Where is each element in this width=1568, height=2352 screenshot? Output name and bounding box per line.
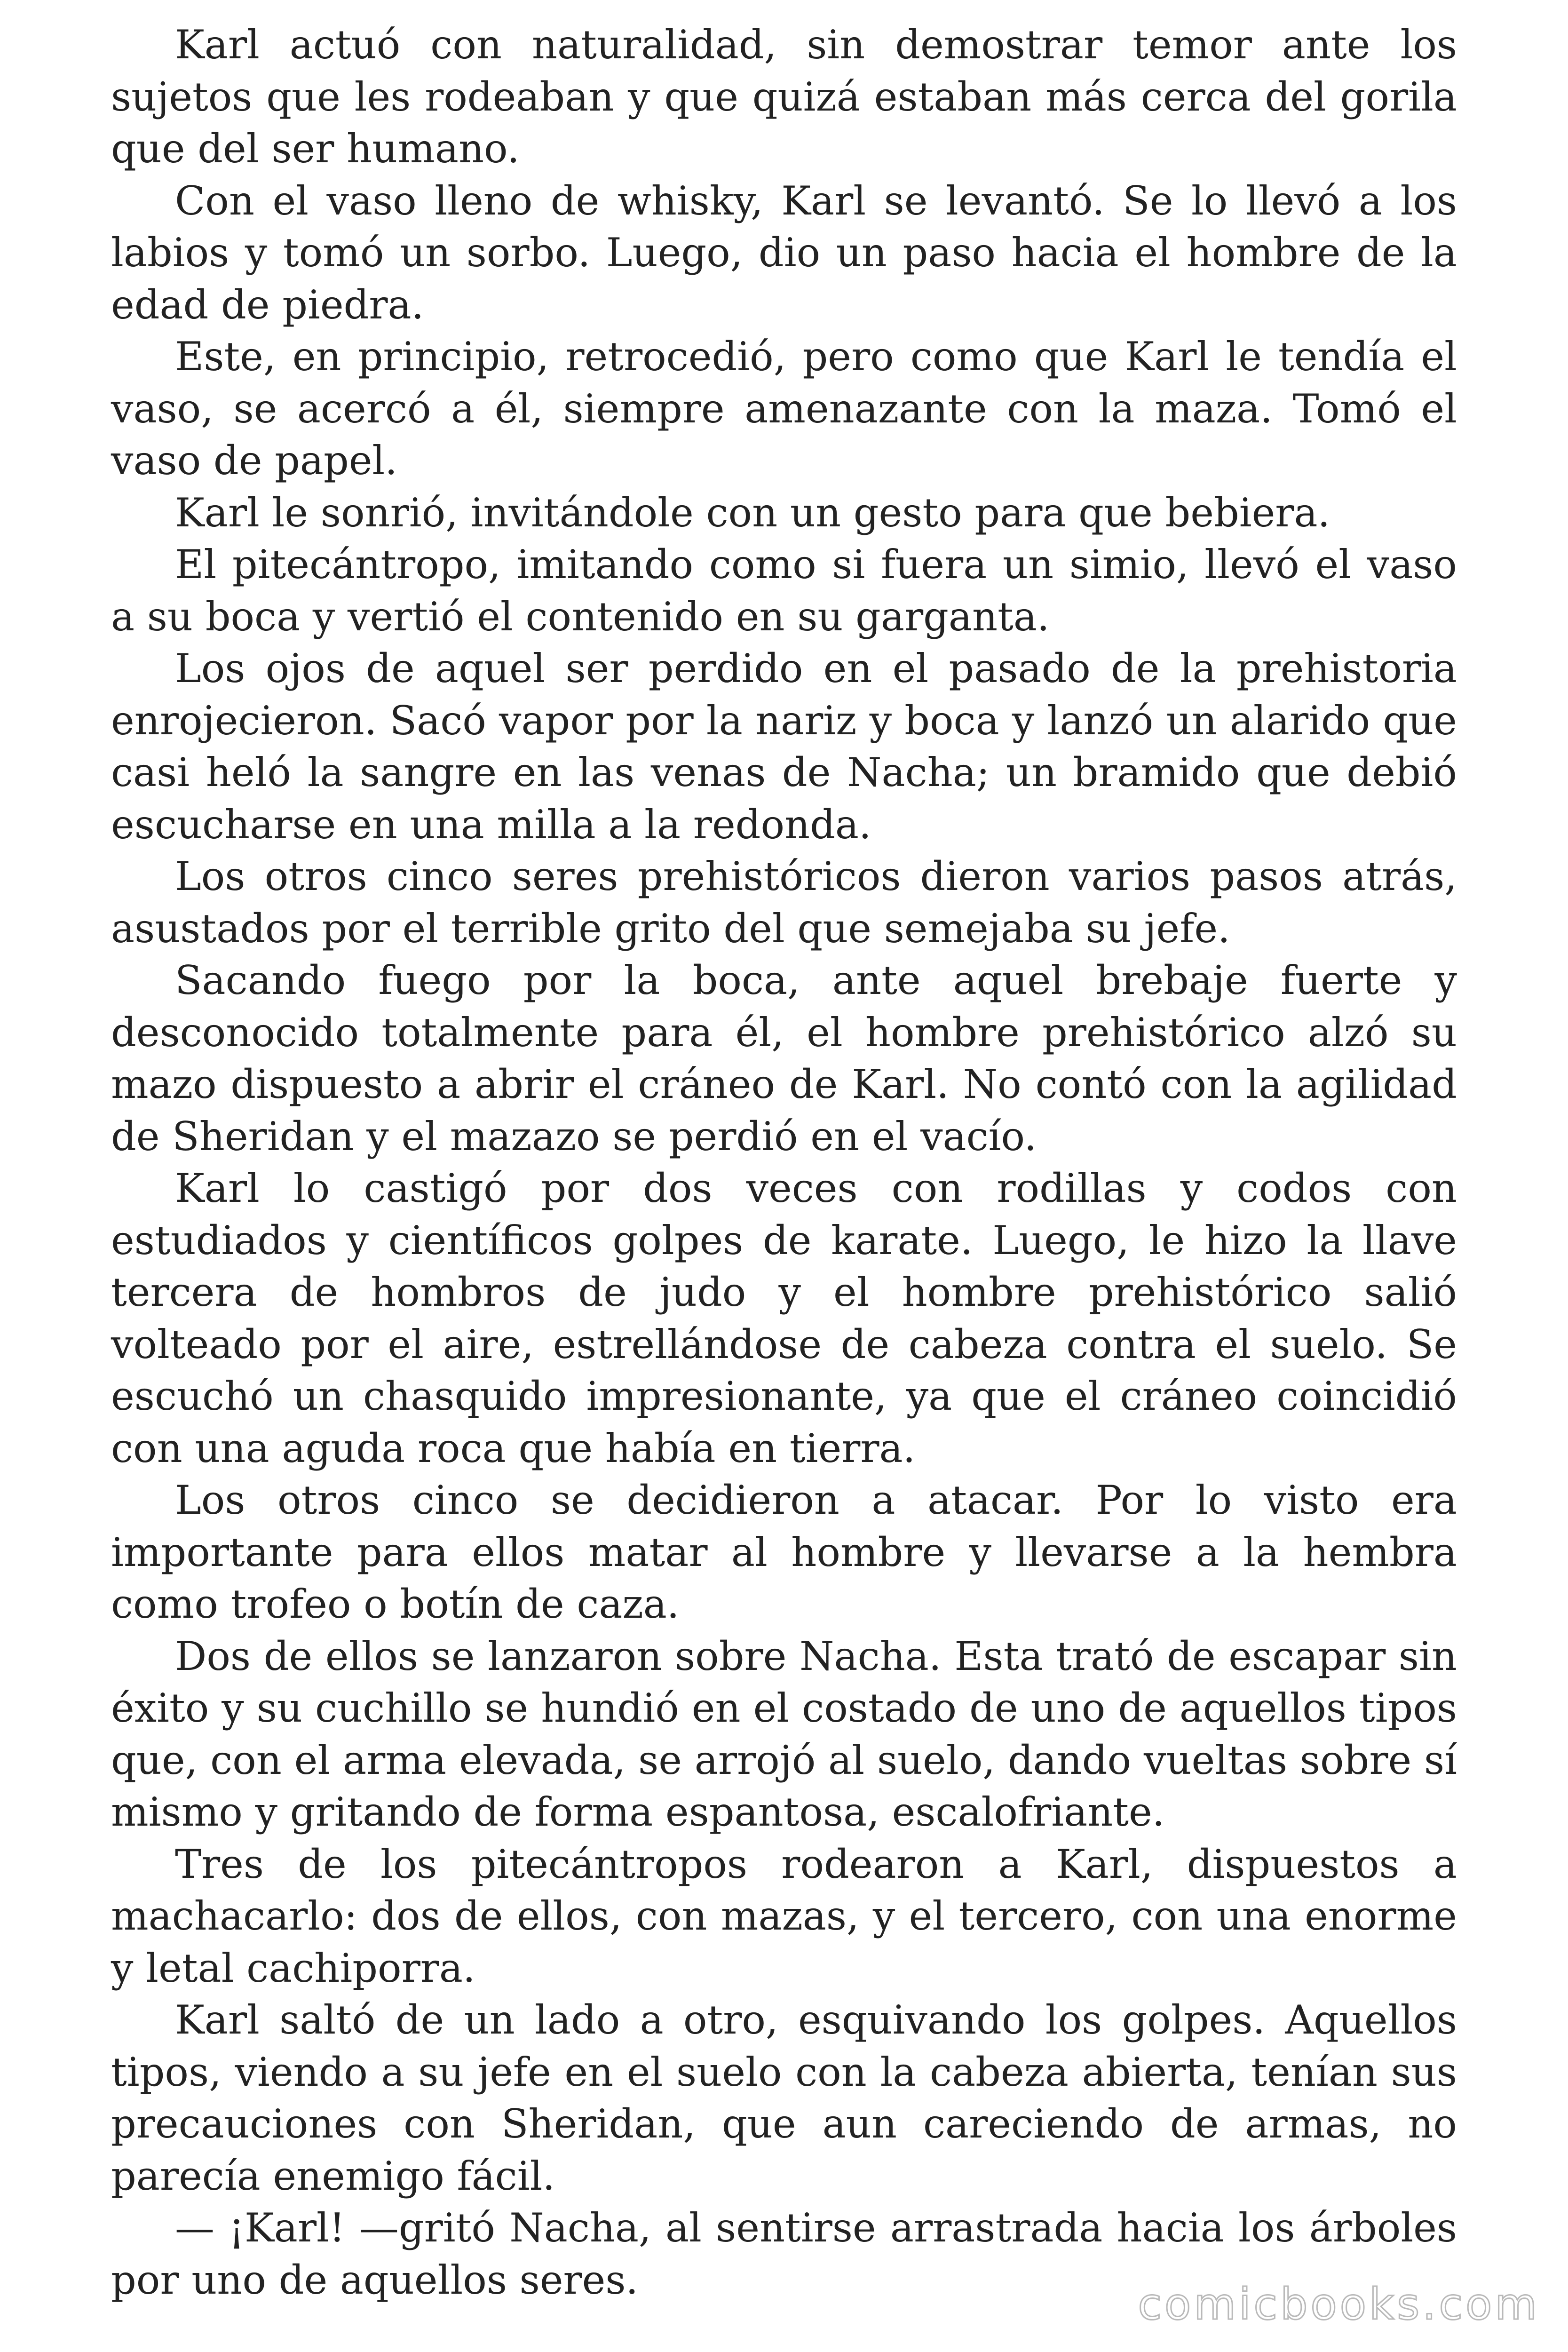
paragraph: Sacando fuego por la boca, ante aquel brebaje fuerte y desconocido totalmente para él, el hombre prehistórico alzó su mazo dispuesto a abrir el cráneo de Karl. No contó con la agilidad de Sheridan y el mazazo se perdió en el vacío.: [111, 957, 1457, 1160]
book-page-body: [111, 19, 1457, 2306]
paragraph: Los otros cinco seres prehistóricos dieron varios pasos atrás, asustados por el terrible grito del que semejaba su jefe.: [111, 853, 1457, 952]
paragraph: Tres de los pitecántropos rodearon a Karl, dispuestos a machacarlo: dos de ellos, con mazas, y el tercero, con una enorme y letal cachiporra.: [111, 1841, 1457, 1991]
paragraph: — ¡Karl! —gritó Nacha, al sentirse arrastrada hacia los árboles por uno de aquellos seres.: [111, 2205, 1457, 2303]
paragraph: Karl lo castigó por dos veces con rodillas y codos con estudiados y científicos golpes de karate. Luego, le hizo la llave tercera de hombros de judo y el hombre prehistórico salió volteado por el aire, estrellándose de cabeza contra el suelo. Se escuchó un chasquido impresionante, ya que el cráneo coincidió con una aguda roca que había en tierra.: [111, 1165, 1457, 1471]
paragraph: Los otros cinco se decidieron a atacar. Por lo visto era importante para ellos matar al hombre y llevarse a la hembra como trofeo o botín de caza.: [111, 1477, 1457, 1627]
paragraph: Dos de ellos se lanzaron sobre Nacha. Esta trató de escapar sin éxito y su cuchillo se hundió en el costado de uno de aquellos tipos que, con el arma elevada, se arrojó al suelo, dando vueltas sobre sí mismo y gritando de forma espantosa, escalofriante.: [111, 1633, 1457, 1835]
paragraph: Karl le sonrió, invitándole con un gesto para que bebiera.: [175, 489, 1330, 536]
paragraph: Este, en principio, retrocedió, pero como que Karl le tendía el vaso, se acercó a él, siempre amenazante con la maza. Tomó el vaso de papel.: [111, 334, 1457, 484]
paragraph: Con el vaso lleno de whisky, Karl se levantó. Se lo llevó a los labios y tomó un sorbo. Luego, dio un paso hacia el hombre de la edad de piedra.: [111, 177, 1457, 328]
paragraph: Karl actuó con naturalidad, sin demostrar temor ante los sujetos que les rodeaban y que quizá estaban más cerca del gorila que del ser humano.: [111, 22, 1457, 172]
paragraph: Karl saltó de un lado a otro, esquivando los golpes. Aquellos tipos, viendo a su jefe en el suelo con la cabeza abierta, tenían sus precauciones con Sheridan, que aun careciendo de armas, no parecía enemigo fácil.: [111, 1997, 1457, 2199]
paragraph: Los ojos de aquel ser perdido en el pasado de la prehistoria enrojecieron. Sacó vapor por la nariz y boca y lanzó un alarido que casi heló la sangre en las venas de Nacha; un bramido que debió escucharse en una milla a la redonda.: [111, 645, 1457, 848]
watermark: comicbooks.com: [1138, 2279, 1540, 2329]
paragraph: El pitecántropo, imitando como si fuera un simio, llevó el vaso a su boca y vertió el contenido en su garganta.: [111, 541, 1457, 640]
